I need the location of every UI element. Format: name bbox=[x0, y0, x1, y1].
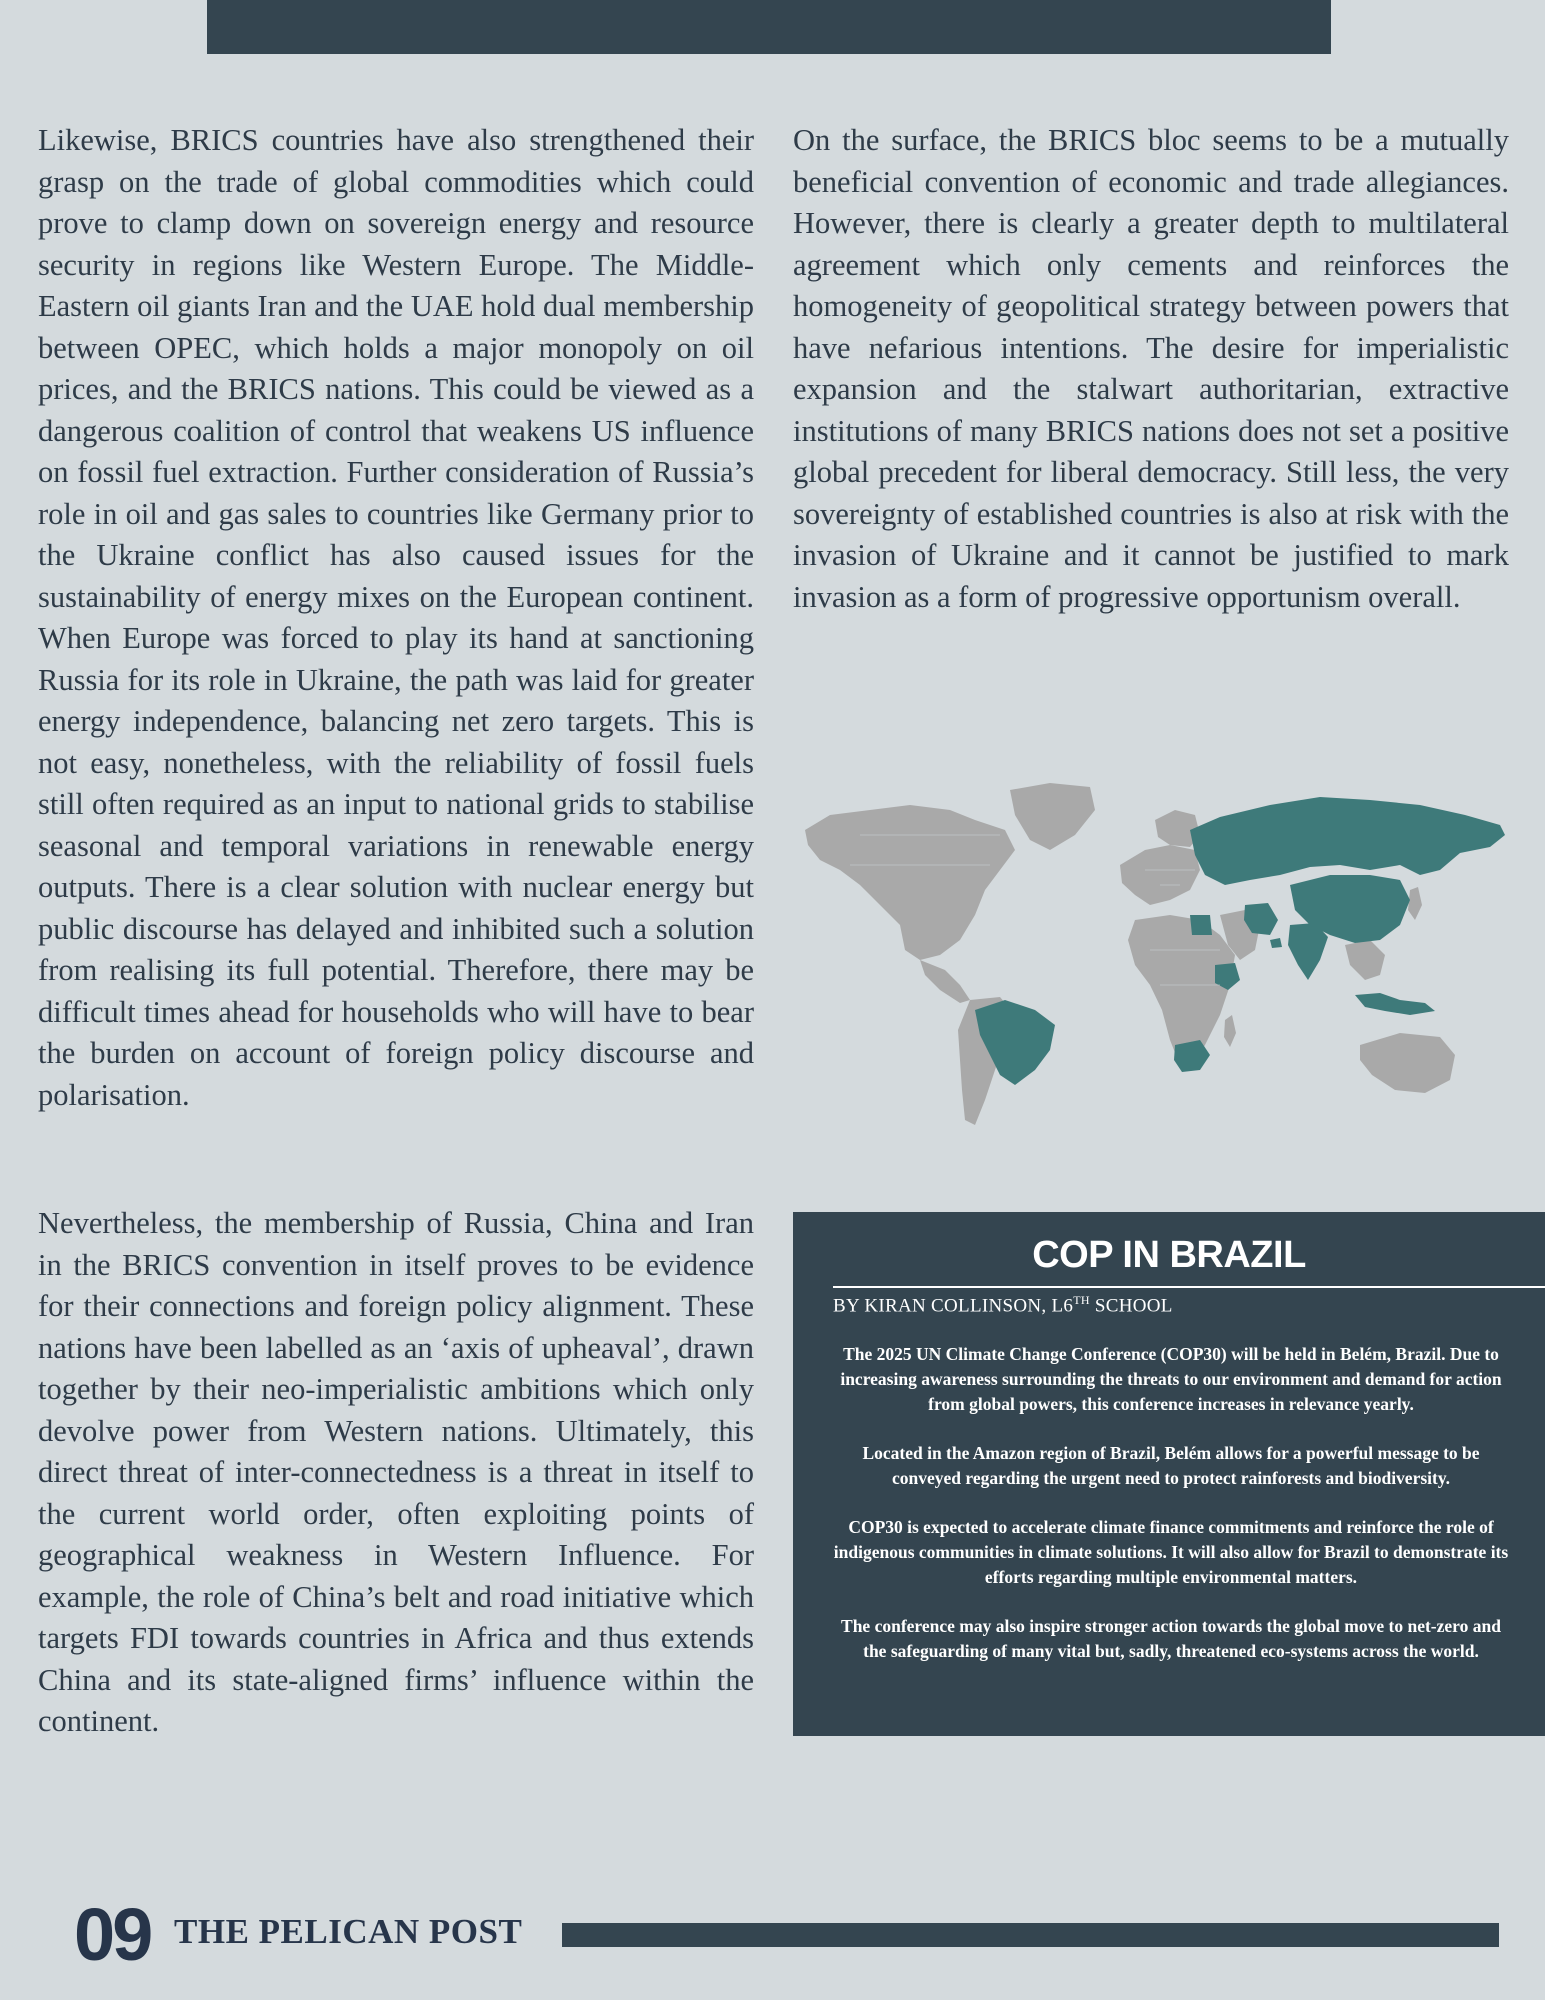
byline-suffix: SCHOOL bbox=[1089, 1295, 1173, 1317]
map-australia bbox=[1360, 1033, 1455, 1093]
article-paragraph: On the surface, the BRICS bloc seems to be a mutually beneficial convention of economic and trade allegiances. However, there is clearly a greater depth to multilateral agreement which only cements and reinforces the homogeneity of geopolitical strategy between powers that have nefarious intentions. The desire for imperialistic expansion and the stalwart authoritarian, extractive institutions of many BRICS nations does not set a positive global precedent for liberal democracy. Still less, the very sovereignty of established countries is also at risk with the invasion of Ukraine and it cannot be justified to mark invasion as a form of progressive opportunism overall. bbox=[793, 123, 1509, 614]
footer-bar bbox=[562, 1923, 1499, 1947]
cop-divider bbox=[833, 1286, 1545, 1288]
map-russia bbox=[1190, 797, 1505, 885]
map-madagascar bbox=[1224, 1015, 1236, 1047]
map-egypt bbox=[1190, 915, 1212, 935]
map-japan bbox=[1408, 887, 1422, 920]
article-paragraph: Likewise, BRICS countries have also strengthened their grasp on the trade of global commodities which could prove to clamp down on sovereign energy and resource security in regions like Western Europe. The Middle-Eastern oil giants Iran and the UAE hold dual membership between OPEC, which holds a major monopoly on oil prices, and the BRICS nations. This could be viewed as a dangerous coalition of control that weakens US influence on fossil fuel extraction. Further consideration of Russia’s role in oil and gas sales to countries like Germany prior to the Ukraine conflict has also caused issues for the sustainability of energy mixes on the European continent. When Europe was forced to play its hand at sanctioning Russia for its role in Ukraine, the path was laid for greater energy independence, balancing net zero targets. This is not easy, nonetheless, with the reliability of fossil fuels still often required as an input to national grids to stabilise seasonal and temporal variations in renewable energy outputs. There is a clear solution with nuclear energy but public discourse has delayed and inhibited such a solution from realising its full potential. Therefore, there may be difficult times ahead for households who will have to bear the burden on account of foreign policy discourse and polarisation. bbox=[38, 123, 754, 1112]
world-map-brics bbox=[800, 775, 1520, 1135]
cop-paragraph: The conference may also inspire stronger action towards the global move to net-zero and the safeguarding of many vital but, sadly, threatened eco-systems across the world. bbox=[841, 1616, 1501, 1661]
header-bar bbox=[207, 0, 1331, 54]
article-column-right bbox=[793, 120, 1509, 618]
article-paragraph: Nevertheless, the membership of Russia, China and Iran in the BRICS convention in itself proves to be evidence for their connections and foreign policy alignment. These nations have been labelled as an ‘axis of upheaval’, drawn together by their neo-imperialistic ambitions which only devolve power from Western nations. Ultimately, this direct threat of inter-connectedness is a threat in itself to the current world order, often exploiting points of geographical weakness in Western Influence. For example, the role of China’s belt and road initiative which targets FDI towards countries in Africa and thus extends China and its state-aligned firms’ influence within the continent. bbox=[38, 1206, 754, 1738]
article-column-left-bottom bbox=[38, 1203, 754, 1743]
map-indonesia bbox=[1355, 993, 1435, 1015]
map-southeast-asia bbox=[1345, 940, 1385, 980]
byline-prefix: BY KIRAN COLLINSON, L6 bbox=[833, 1295, 1074, 1317]
cop-body bbox=[831, 1342, 1511, 1688]
map-north-america bbox=[805, 805, 1015, 960]
cop-title: COP IN BRAZIL bbox=[1032, 1234, 1306, 1276]
map-greenland bbox=[1010, 783, 1095, 850]
sidebar-cop-in-brazil bbox=[793, 1212, 1545, 1736]
map-uae bbox=[1270, 938, 1282, 948]
cop-paragraph: The 2025 UN Climate Change Conference (COP30) will be held in Belém, Brazil. Due to increasing awareness surrounding the threats to our environment and demand for action from global powers, this conference increases in relevance yearly. bbox=[840, 1344, 1502, 1414]
map-india bbox=[1288, 923, 1328, 980]
map-central-america bbox=[920, 960, 970, 1003]
publication-title: THE PELICAN POST bbox=[174, 1912, 523, 1951]
map-africa bbox=[1128, 915, 1235, 1065]
map-europe bbox=[1120, 845, 1200, 905]
cop-byline bbox=[833, 1293, 1173, 1317]
page-number: 09 bbox=[74, 1893, 151, 1976]
cop-paragraph: Located in the Amazon region of Brazil, Belém allows for a powerful message to be conveyed regarding the urgent need to protect rainforests and biodiversity. bbox=[862, 1443, 1480, 1488]
article-column-left-top bbox=[38, 120, 754, 1116]
byline-sup: TH bbox=[1073, 1293, 1090, 1307]
cop-paragraph: COP30 is expected to accelerate climate finance commitments and reinforce the role of indigenous communities in climate solutions. It will also allow for Brazil to demonstrate its efforts regarding multiple environmental matters. bbox=[833, 1517, 1509, 1587]
